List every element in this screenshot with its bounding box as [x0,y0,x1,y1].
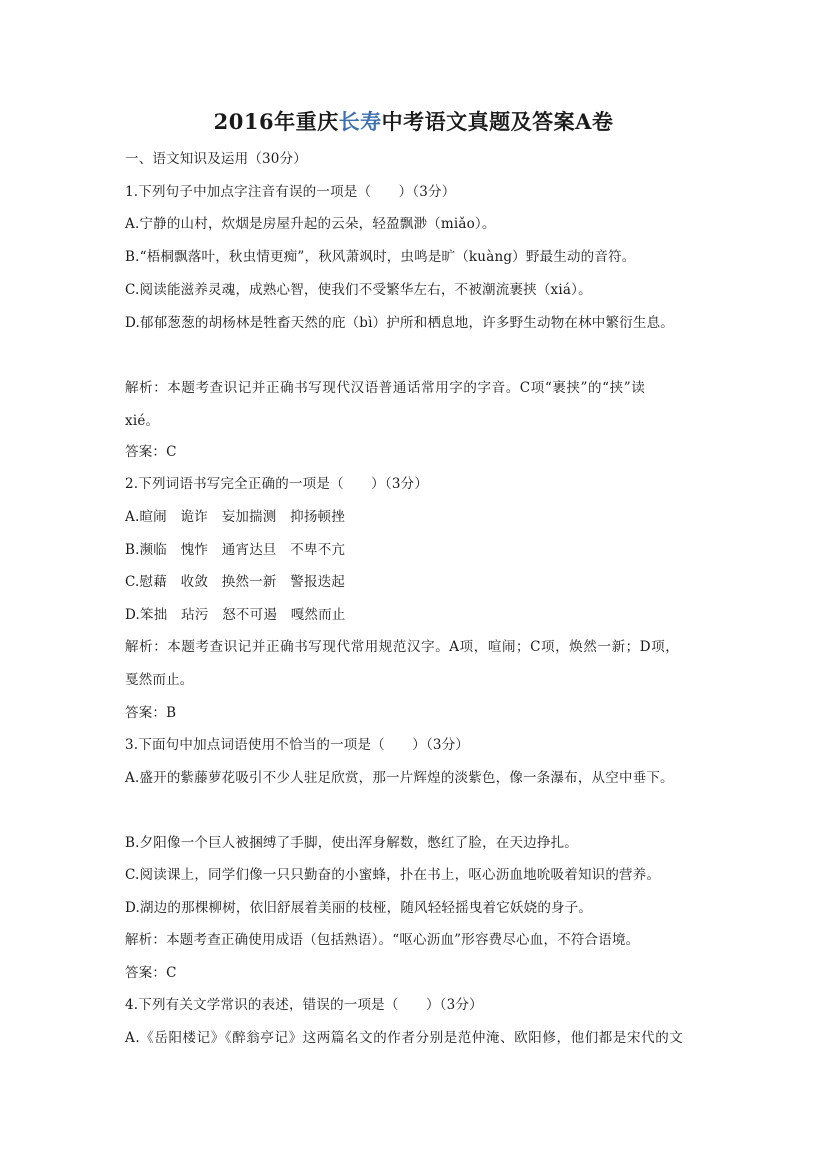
question-1-option-c: C.阅读能滋养灵魂，成熟心智，使我们不受繁华左右，不被潮流裹挟（xiá）。 [125,282,592,298]
analysis-2-line-2: 戛然而止。 [125,672,194,688]
section-heading: 一、语文知识及运用（30分） [125,151,307,167]
question-1-option-b: B.“梧桐飘落叶，秋虫情更痴”，秋风萧飒时，虫鸣是旷（kuàng）野最生动的音符。 [125,249,636,265]
title-suffix: 中考语文真题及答案A卷 [381,109,614,134]
question-3-option-d: D.湖边的那棵柳树，依旧舒展着美丽的枝桠，随风轻轻摇曳着它妖娆的身子。 [125,900,593,916]
question-3-option-b: B.夕阳像一个巨人被捆缚了手脚，使出浑身解数，憋红了脸，在天边挣扎。 [125,835,579,851]
question-4: 4.下列有关文学常识的表述，错误的一项是（ ）（3分） [125,997,483,1013]
question-3: 3.下面句中加点词语使用不恰当的一项是（ ）（3分） [125,737,470,753]
analysis-1-line-2: xié。 [125,413,160,429]
answer-2: 答案：B [125,705,177,721]
analysis-2-line-1: 解析：本题考查识记并正确书写现代常用规范汉字。A项，喧闹；C项，焕然一新；D项， [125,639,680,655]
answer-1: 答案：C [125,444,177,460]
question-2-option-d: D.笨拙 玷污 怒不可遏 嘎然而止 [125,607,346,623]
question-3-option-c: C.阅读课上，同学们像一只只勤奋的小蜜蜂，扑在书上，呕心沥血地吮吸着知识的营养。 [125,867,661,883]
question-1-option-d: D.郁郁葱葱的胡杨林是牲畜天然的庇（bì）护所和栖息地，许多野生动物在林中繁衍生息。 [125,315,674,331]
analysis-3: 解析：本题考查正确使用成语（包括熟语）。“呕心沥血”形容费尽心血，不符合语境。 [125,932,640,948]
question-2-option-c: C.慰藉 收敛 换然一新 警报迭起 [125,574,346,590]
question-3-option-a: A.盛开的紫藤萝花吸引不少人驻足欣赏，那一片辉煌的淡紫色，像一条瀑布，从空中垂下。 [125,770,674,786]
analysis-1-line-1: 解析：本题考查识记并正确书写现代汉语普通话常用字的字音。C项“裹挟”的“挟”读 [125,380,646,396]
question-2: 2.下列词语书写完全正确的一项是（ ）（3分） [125,476,429,492]
question-4-option-a: A.《岳阳楼记》《醉翁亭记》这两篇名文的作者分别是范仲淹、欧阳修，他们都是宋代的文 [125,1030,684,1046]
title-prefix: 2016年重庆 [213,109,339,134]
document-title [0,107,827,137]
question-2-option-b: B.濒临 愧怍 通宵达旦 不卑不亢 [125,542,346,558]
question-2-option-a: A.暄闹 诡诈 妄加揣测 抑扬顿挫 [125,509,345,525]
question-1-option-a: A.宁静的山村，炊烟是房屋升起的云朵，轻盈飘渺（miǎo）。 [125,216,496,232]
answer-3: 答案：C [125,965,177,981]
title-highlight: 长寿 [338,109,382,134]
question-1: 1.下列句子中加点字注音有误的一项是（ ）（3分） [125,184,456,200]
